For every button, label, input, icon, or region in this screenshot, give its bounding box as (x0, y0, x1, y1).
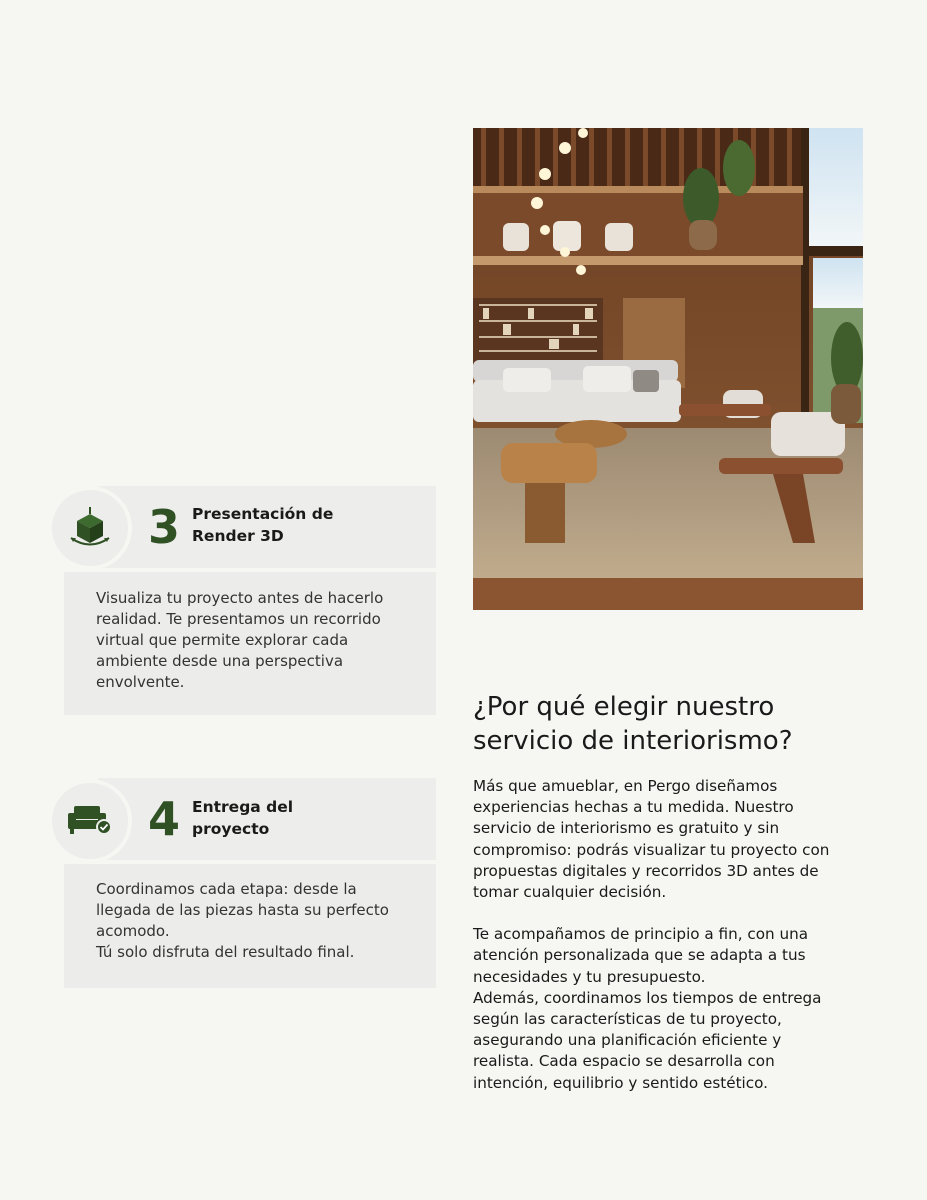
step-3-text-line: Visualiza tu proyecto antes de hacerlo (96, 589, 384, 607)
step-3-title (192, 503, 392, 547)
step-3-description (64, 572, 436, 715)
paragraph-2-line: según las características de tu proyecto, (473, 1010, 782, 1029)
3d-cube-icon (67, 505, 113, 551)
paragraph-2-line: atención personalizada que se adapta a tus (473, 946, 806, 965)
step-3-text-line: ambiente desde una perspectiva (96, 652, 344, 670)
paragraph-2-line: intención, equilibrio y sentido estético. (473, 1073, 768, 1092)
paragraph-2-line: asegurando una planificación eficiente y (473, 1031, 782, 1050)
paragraph-1-line: experiencias hechas a tu medida. Nuestro (473, 798, 794, 817)
step-4-text-line: acomodo. (96, 922, 170, 940)
step-4-text-line: Coordinamos cada etapa: desde la (96, 880, 357, 898)
paragraph-2-line: realista. Cada espacio se desarrolla con (473, 1052, 775, 1071)
step-3-number: 3 (148, 500, 181, 554)
section-title-line1: ¿Por qué elegir nuestro (473, 692, 775, 722)
step-4-title-line2: proyecto (192, 820, 270, 838)
paragraph-1-line: propuestas digitales y recorridos 3D antes de (473, 861, 819, 880)
step-4-number: 4 (148, 792, 181, 846)
interior-render-image (473, 128, 863, 610)
sofa-check-icon (66, 803, 114, 839)
step-4-title (192, 796, 392, 840)
paragraph-2-line: necesidades y tu presupuesto. (473, 967, 706, 986)
step-3-text-line: envolvente. (96, 673, 185, 691)
step-4-description (64, 864, 436, 988)
step-4-text-line: llegada de las piezas hasta su perfecto (96, 901, 389, 919)
step-3-text-line: realidad. Te presentamos un recorrido (96, 610, 381, 628)
paragraph-2-line: Además, coordinamos los tiempos de entrega (473, 988, 822, 1007)
paragraph-1-line: Más que amueblar, en Pergo diseñamos (473, 777, 778, 795)
step-3-icon-circle (48, 486, 132, 570)
paragraph-1-line: compromiso: podrás visualizar tu proyecto con (473, 840, 830, 859)
step-3-title-line2: Render 3D (192, 527, 284, 545)
section-title (473, 690, 873, 758)
paragraph-2-line: Te acompañamos de principio a fin, con una (473, 925, 809, 944)
step-3-text-line: virtual que permite explorar cada (96, 631, 349, 649)
step-3-title-line1: Presentación de (192, 505, 334, 523)
step-4-text-line: Tú solo disfruta del resultado final. (96, 943, 355, 961)
section-body (473, 776, 873, 1094)
paragraph-1-line: servicio de interiorismo es gratuito y sin (473, 819, 780, 838)
section-title-line2: servicio de interiorismo? (473, 726, 793, 756)
step-4-title-line1: Entrega del (192, 798, 294, 816)
step-4-icon-circle (48, 779, 132, 863)
paragraph-1-line: tomar cualquier decisión. (473, 883, 667, 902)
